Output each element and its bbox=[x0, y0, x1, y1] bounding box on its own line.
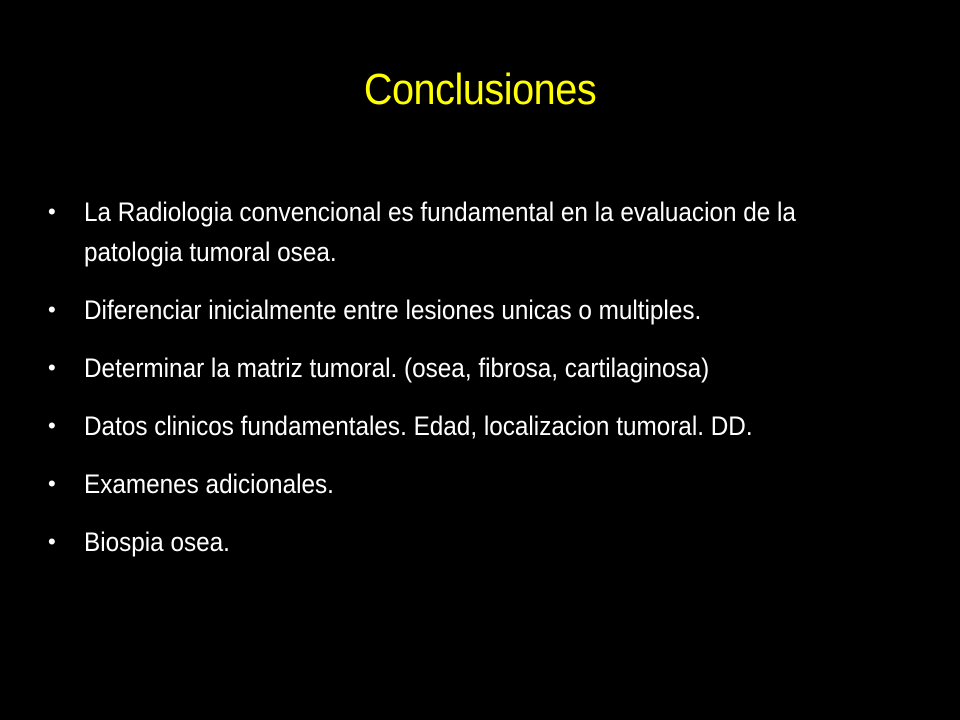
bullet-icon: • bbox=[48, 199, 56, 224]
bullet-text: Datos clinicos fundamentales. Edad, localizacion tumoral. DD. bbox=[84, 411, 753, 441]
bullet-icon: • bbox=[48, 471, 56, 496]
bullet-text: Determinar la matriz tumoral. (osea, fibrosa, cartilaginosa) bbox=[84, 353, 710, 383]
bullet-text: La Radiologia convencional es fundamental en la evaluacion de la patologia tumoral osea. bbox=[84, 197, 796, 267]
bullet-item bbox=[48, 406, 928, 446]
bullet-item bbox=[48, 522, 928, 562]
bullet-item bbox=[48, 464, 928, 504]
bullet-text: Biospia osea. bbox=[84, 527, 230, 557]
bullet-item bbox=[48, 348, 928, 388]
bullet-item bbox=[48, 192, 928, 272]
bullet-list bbox=[48, 192, 928, 580]
bullet-icon: • bbox=[48, 529, 56, 554]
bullet-text: Diferenciar inicialmente entre lesiones unicas o multiples. bbox=[84, 295, 702, 325]
bullet-icon: • bbox=[48, 297, 56, 322]
bullet-icon: • bbox=[48, 355, 56, 380]
bullet-item bbox=[48, 290, 928, 330]
slide-title: Conclusiones bbox=[363, 65, 597, 114]
bullet-text: Examenes adicionales. bbox=[84, 469, 334, 499]
bullet-icon: • bbox=[48, 413, 56, 438]
